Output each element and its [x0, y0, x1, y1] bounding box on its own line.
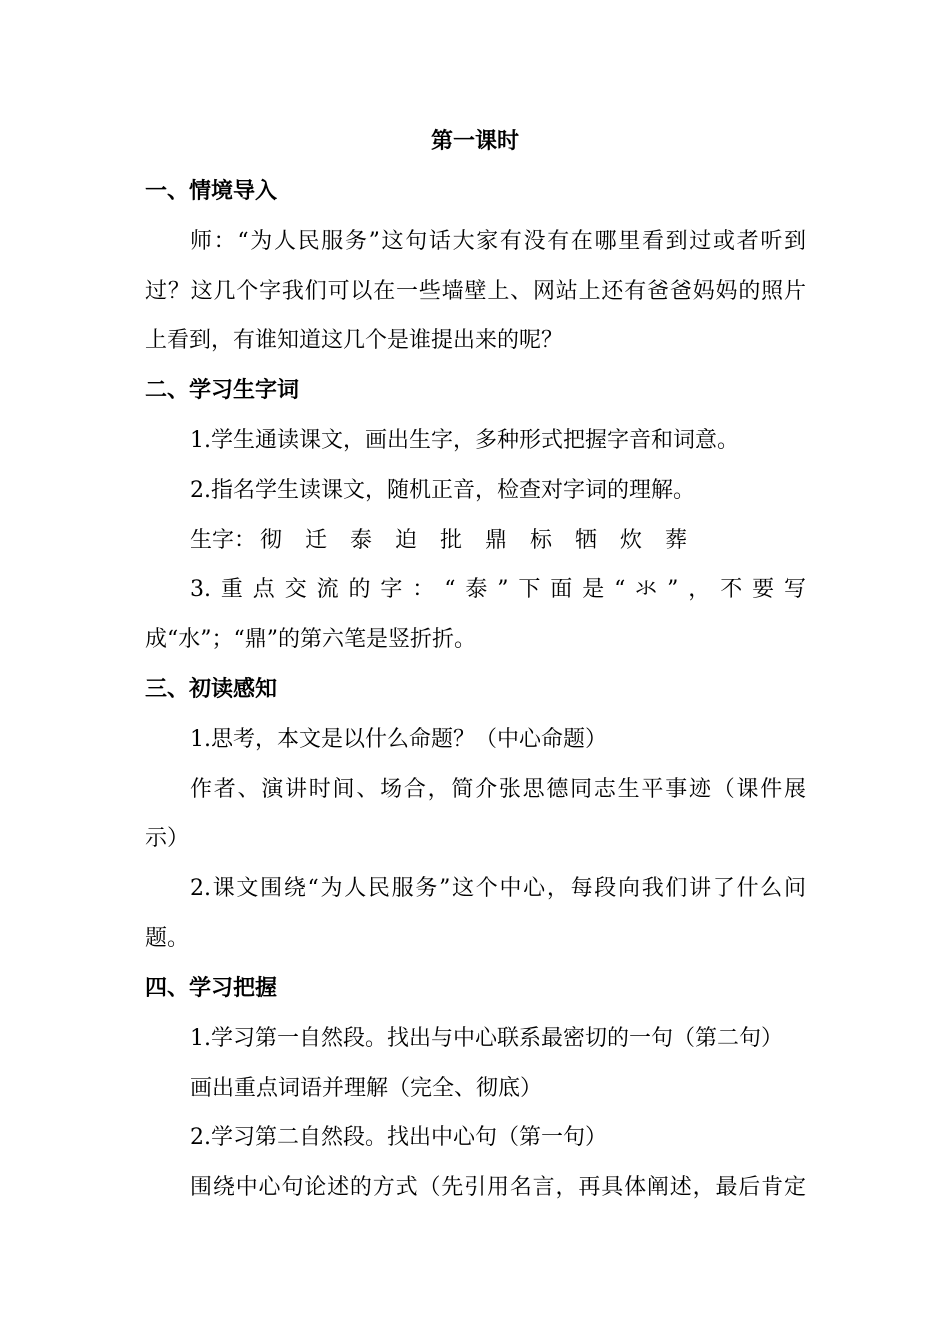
paragraph-line: 画出重点词语并理解（完全、彻底）	[190, 1076, 543, 1101]
paragraph-line: 上看到，有谁知道这几个是谁提出来的呢？	[145, 328, 564, 353]
new-character: 批	[440, 528, 463, 553]
section-heading-3: 三、初读感知	[145, 677, 278, 702]
section-heading-1: 一、情境导入	[145, 179, 278, 204]
paragraph-line: 成“水”；“鼎”的第六笔是竖折折。	[145, 627, 476, 652]
new-character: 牺	[575, 528, 598, 553]
new-character: 鼎	[485, 528, 508, 553]
paragraph-line: 3.重点交流的字：“泰”下面是“氺”，不要写	[190, 577, 806, 602]
paragraph-line: 2.课文围绕“为人民服务”这个中心，每段向我们讲了什么问	[190, 876, 806, 901]
new-characters-list	[0, 526, 950, 556]
paragraph-line: 题。	[145, 926, 190, 951]
paragraph-line: 师：“为人民服务”这句话大家有没有在哪里看到过或者听到	[190, 229, 806, 254]
paragraph-line: 2.指名学生读课文，随机正音，检查对字词的理解。	[190, 478, 695, 503]
new-character: 迫	[395, 528, 418, 553]
new-character: 炊	[620, 528, 643, 553]
paragraph-line: 示）	[145, 826, 190, 851]
paragraph-line: 2.学习第二自然段。找出中心句（第一句）	[190, 1125, 607, 1150]
paragraph-line: 1.学生通读课文，画出生字，多种形式把握字音和词意。	[190, 428, 739, 453]
paragraph-line: 1.学习第一自然段。找出与中心联系最密切的一句（第二句）	[190, 1026, 783, 1051]
paragraph-line: 1.思考，本文是以什么命题？（中心命题）	[190, 727, 607, 752]
paragraph-line: 过？这几个字我们可以在一些墙壁上、网站上还有爸爸妈妈的照片	[145, 279, 806, 304]
new-character: 彻	[260, 528, 283, 553]
section-heading-2: 二、学习生字词	[145, 378, 300, 403]
page-title: 第一课时	[430, 129, 519, 154]
new-characters-label: 生字：	[190, 528, 257, 553]
section-heading-4: 四、学习把握	[145, 976, 278, 1001]
paragraph-line: 作者、演讲时间、场合，简介张思德同志生平事迹（课件展	[190, 777, 806, 802]
new-character: 泰	[350, 528, 373, 553]
paragraph-line: 围绕中心句论述的方式（先引用名言，再具体阐述，最后肯定	[190, 1175, 806, 1200]
new-character: 葬	[665, 528, 688, 553]
new-character: 标	[530, 528, 553, 553]
new-character: 迁	[305, 528, 328, 553]
